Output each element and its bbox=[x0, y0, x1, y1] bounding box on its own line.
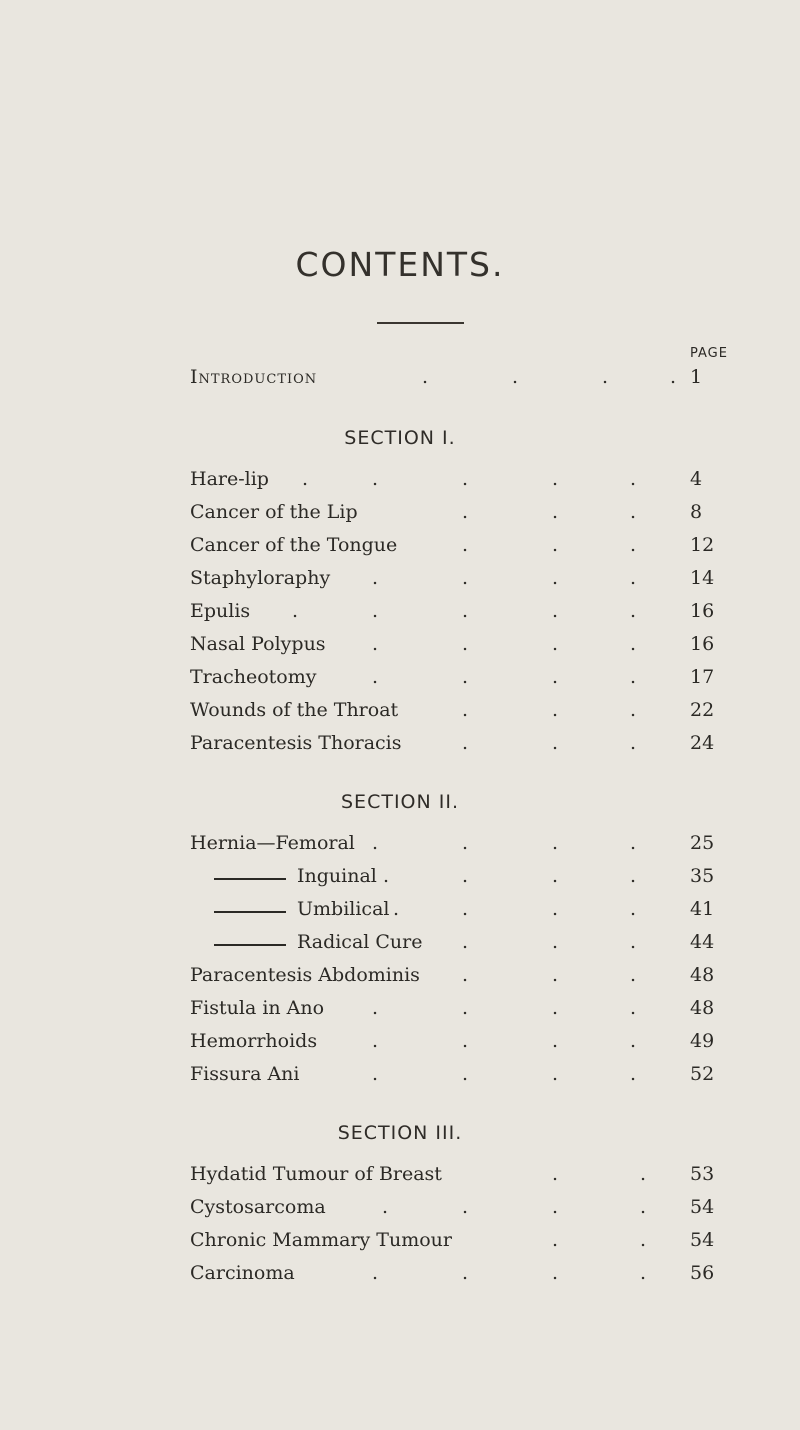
toc-entry-label: Tracheotomy bbox=[190, 666, 317, 688]
toc-entry-page: 24 bbox=[690, 732, 715, 754]
toc-entry-label: Carcinoma bbox=[190, 1262, 295, 1284]
toc-entry-label: Fissura Ani bbox=[190, 1063, 300, 1085]
toc-entry-label: Inguinal bbox=[297, 865, 377, 887]
toc-entry[interactable]: Cancer of the Tongue . . . 12 bbox=[0, 534, 800, 562]
toc-entry-label: Paracentesis Thoracis bbox=[190, 732, 402, 754]
toc-entry-page: 17 bbox=[690, 666, 715, 688]
ditto-dash bbox=[214, 878, 286, 880]
toc-entry[interactable]: Umbilical . . . . 41 bbox=[0, 898, 800, 926]
toc-entry-label: Epulis bbox=[190, 600, 251, 622]
title-rule bbox=[377, 322, 464, 324]
toc-entry[interactable]: Hydatid Tumour of Breast . . 53 bbox=[0, 1163, 800, 1191]
section-heading-3: SECTION III. bbox=[337, 1122, 463, 1144]
toc-entry-label: Staphyloraphy bbox=[190, 567, 331, 589]
toc-entry-label: Cancer of the Lip bbox=[190, 501, 358, 523]
toc-entry-label: Cystosarcoma bbox=[190, 1196, 326, 1218]
toc-entry-page: 8 bbox=[690, 501, 703, 523]
toc-entry-label: Hemorrhoids bbox=[190, 1030, 318, 1052]
section-heading-1: SECTION I. bbox=[344, 427, 456, 449]
toc-entry-label: Hydatid Tumour of Breast bbox=[190, 1163, 442, 1185]
toc-entry[interactable]: Cancer of the Lip . . . 8 bbox=[0, 501, 800, 529]
toc-entry-page: 16 bbox=[690, 600, 715, 622]
toc-entry-page: 12 bbox=[690, 534, 715, 556]
toc-entry-label: Chronic Mammary Tumour bbox=[190, 1229, 452, 1251]
toc-entry-introduction[interactable]: Introduction . . . . 1 bbox=[0, 366, 800, 394]
toc-entry[interactable]: Hernia—Femoral . . . . 25 bbox=[0, 832, 800, 860]
toc-entry-label: Hernia—Femoral bbox=[190, 832, 355, 854]
page-column-heading: PAGE bbox=[690, 346, 728, 361]
toc-entry-page: 48 bbox=[690, 964, 715, 986]
toc-entry-page: 14 bbox=[690, 567, 715, 589]
toc-entry[interactable]: Epulis . . . . . 16 bbox=[0, 600, 800, 628]
toc-entry-page: 48 bbox=[690, 997, 715, 1019]
toc-entry-label: Fistula in Ano bbox=[190, 997, 325, 1019]
toc-entry-label: Hare-lip bbox=[190, 468, 269, 490]
page-title: CONTENTS. bbox=[295, 245, 505, 284]
toc-entry[interactable]: Fissura Ani . . . . 52 bbox=[0, 1063, 800, 1091]
toc-entry[interactable]: Carcinoma . . . . 56 bbox=[0, 1262, 800, 1290]
toc-entry-page: 54 bbox=[690, 1229, 715, 1251]
toc-entry-page: 25 bbox=[690, 832, 715, 854]
toc-entry[interactable]: Cystosarcoma . . . . 54 bbox=[0, 1196, 800, 1224]
ditto-dash bbox=[214, 944, 286, 946]
toc-entry-page: 16 bbox=[690, 633, 715, 655]
toc-entry-label: Nasal Polypus bbox=[190, 633, 326, 655]
toc-entry[interactable]: Inguinal . . . . 35 bbox=[0, 865, 800, 893]
toc-entry-label: Wounds of the Throat bbox=[190, 699, 399, 721]
toc-entry[interactable]: Wounds of the Throat . . . 22 bbox=[0, 699, 800, 727]
toc-entry-page: 52 bbox=[690, 1063, 715, 1085]
toc-entry-page: 22 bbox=[690, 699, 715, 721]
toc-entry-page: 41 bbox=[690, 898, 715, 920]
toc-entry-label: Introduction bbox=[190, 366, 318, 388]
toc-entry-label: Cancer of the Tongue bbox=[190, 534, 398, 556]
ditto-dash bbox=[214, 911, 286, 913]
toc-entry-page: 44 bbox=[690, 931, 715, 953]
toc-entry-page: 35 bbox=[690, 865, 715, 887]
section-heading-2: SECTION II. bbox=[341, 791, 459, 813]
toc-entry-page: 49 bbox=[690, 1030, 715, 1052]
toc-entry[interactable]: Staphyloraphy . . . . 14 bbox=[0, 567, 800, 595]
toc-entry[interactable]: Paracentesis Abdominis . . . 48 bbox=[0, 964, 800, 992]
toc-entry[interactable]: Nasal Polypus . . . . 16 bbox=[0, 633, 800, 661]
toc-entry-label: Radical Cure bbox=[297, 931, 423, 953]
toc-entry[interactable]: Tracheotomy . . . . 17 bbox=[0, 666, 800, 694]
toc-entry-label: Paracentesis Abdominis bbox=[190, 964, 420, 986]
toc-entry-label: Umbilical bbox=[297, 898, 390, 920]
toc-entry[interactable]: Radical Cure . . . 44 bbox=[0, 931, 800, 959]
toc-entry[interactable]: Fistula in Ano . . . . 48 bbox=[0, 997, 800, 1025]
toc-entry[interactable]: Hare-lip . . . . . 4 bbox=[0, 468, 800, 496]
toc-entry-page: 54 bbox=[690, 1196, 715, 1218]
toc-entry-page: 4 bbox=[690, 468, 703, 490]
toc-entry-page: 1 bbox=[690, 366, 703, 388]
toc-entry[interactable]: Paracentesis Thoracis . . . 24 bbox=[0, 732, 800, 760]
toc-entry[interactable]: Chronic Mammary Tumour . . 54 bbox=[0, 1229, 800, 1257]
toc-entry[interactable]: Hemorrhoids . . . . 49 bbox=[0, 1030, 800, 1058]
toc-entry-page: 53 bbox=[690, 1163, 715, 1185]
toc-entry-page: 56 bbox=[690, 1262, 715, 1284]
